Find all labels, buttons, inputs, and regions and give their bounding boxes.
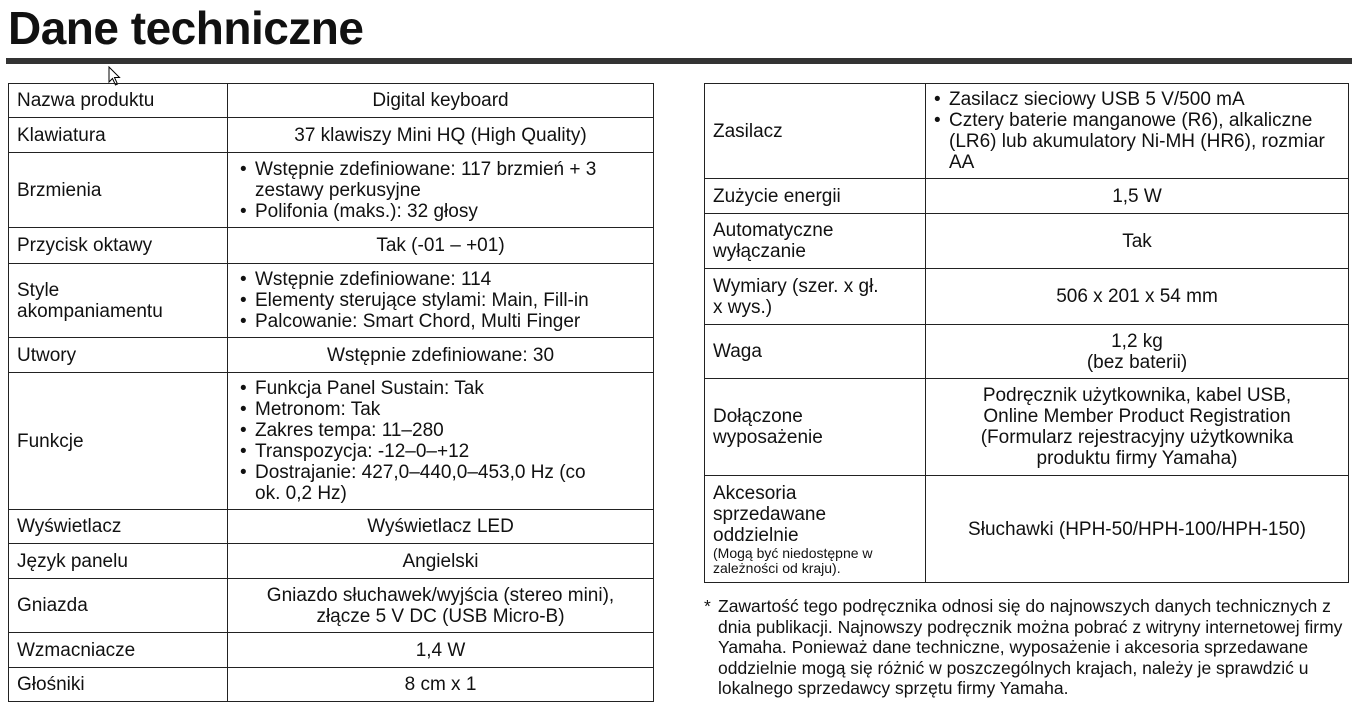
spec-value: 37 klawiszy Mini HQ (High Quality): [228, 118, 654, 153]
table-row: [705, 84, 1349, 179]
value-line: (Formularz rejestracyjny użytkownika: [980, 427, 1294, 448]
table-row: [705, 476, 1349, 583]
spec-label: [705, 269, 926, 325]
spec-label: [705, 379, 926, 476]
spec-value: Wstępnie zdefiniowane: 30: [228, 338, 654, 373]
list-item: • Wstępnie zdefiniowane: 117 brzmień + 3 zestawy perkusyjne: [240, 159, 635, 201]
value-line: Online Member Product Registration: [983, 406, 1291, 427]
spec-label-text: Akcesoria sprzedawane oddzielnie: [713, 482, 827, 546]
table-row: [9, 510, 654, 544]
spec-label: Język panelu: [9, 544, 228, 579]
table-row: [9, 84, 654, 118]
spec-label: Klawiatura: [9, 118, 228, 153]
table-row: [705, 379, 1349, 476]
table-row: [9, 373, 654, 510]
spec-label: Nazwa produktu: [9, 84, 228, 118]
table-row: [705, 214, 1349, 269]
value-line: 1,2 kg: [1111, 330, 1163, 352]
table-row: [9, 118, 654, 153]
value-line: Podręcznik użytkownika, kabel USB,: [982, 385, 1292, 406]
spec-value-list: [926, 84, 1349, 179]
spec-value: 8 cm x 1: [228, 668, 654, 702]
spec-value: 1,4 W: [228, 633, 654, 668]
table-row: [9, 668, 654, 702]
value-line: Gniazdo słuchawek/wyjścia (stereo mini),: [266, 584, 615, 606]
spec-label-text: Style akompaniamentu: [17, 279, 163, 322]
table-row: [9, 338, 654, 373]
title-rule: [6, 58, 1352, 64]
list-item: • Wstępnie zdefiniowane: 114: [240, 269, 645, 290]
spec-label-text: Automatyczne wyłączanie: [713, 220, 834, 262]
spec-value: Digital keyboard: [228, 84, 654, 118]
value-line: (bez baterii): [1086, 351, 1188, 373]
spec-value-list: [228, 153, 654, 228]
spec-label-text: Dołączone wyposażenie: [713, 406, 823, 448]
spec-value: Wyświetlacz LED: [228, 510, 654, 544]
list-item: • Elementy sterujące stylami: Main, Fill-in: [240, 290, 645, 311]
list-item: • Polifonia (maks.): 32 głosy: [240, 201, 645, 222]
footnote-text: Zawartość tego podręcznika odnosi się do najnowszych danych technicznych z dnia publikacji. Najnowszy podręcznik można pobrać z witryny internetowej firmy Yamaha. Ponieważ dane techniczne, wyposażenie i akcesoria sprzedawane oddzielnie mogą się różnić w poszczególnych krajach, należy je sprawdzić u lokalnego sprzedawcy sprzętu firmy Yamaha.: [718, 596, 1343, 698]
spec-label: Zasilacz: [705, 84, 926, 179]
spec-value: [926, 325, 1349, 379]
spec-label: Głośniki: [9, 668, 228, 702]
value-line: złącze 5 V DC (USB Micro-B): [316, 605, 565, 627]
spec-value: Słuchawki (HPH-50/HPH-100/HPH-150): [926, 476, 1349, 583]
footnote-asterisk: *: [704, 596, 711, 616]
list-item: • Cztery baterie manganowe (R6), alkaliczne (LR6) lub akumulatory Ni-MH (HR6), rozmiar AA: [934, 110, 1334, 173]
list-item: • Metronom: Tak: [240, 399, 645, 420]
page-title: Dane techniczne: [8, 2, 364, 54]
spec-value-list: [228, 373, 654, 510]
value-line: produktu firmy Yamaha): [1036, 448, 1238, 469]
spec-label: [705, 214, 926, 269]
spec-value: Tak (-01 – +01): [228, 228, 654, 264]
list-item: • Zasilacz sieciowy USB 5 V/500 mA: [934, 89, 1340, 110]
spec-value: 1,5 W: [926, 179, 1349, 214]
spec-label: Gniazda: [9, 579, 228, 633]
spec-label: [705, 476, 926, 583]
list-item: • Transpozycja: -12–0–+12: [240, 441, 645, 462]
spec-label: Zużycie energii: [705, 179, 926, 214]
spec-value: Angielski: [228, 544, 654, 579]
table-row: [705, 269, 1349, 325]
table-row: [705, 325, 1349, 379]
spec-value: 506 x 201 x 54 mm: [926, 269, 1349, 325]
table-row: [9, 153, 654, 228]
spec-value: [926, 379, 1349, 476]
list-item: • Funkcja Panel Sustain: Tak: [240, 378, 645, 399]
table-row: [9, 579, 654, 633]
table-row: [9, 633, 654, 668]
spec-value: [228, 579, 654, 633]
table-row: [9, 264, 654, 338]
spec-label: Utwory: [9, 338, 228, 373]
spec-table-right: [704, 83, 1349, 583]
spec-label-note: (Mogą być niedostępne w zależności od kraju).: [713, 544, 873, 576]
table-row: [705, 179, 1349, 214]
list-item: • Zakres tempa: 11–280: [240, 420, 645, 441]
spec-label: Wzmacniacze: [9, 633, 228, 668]
table-row: [9, 544, 654, 579]
spec-label: Przycisk oktawy: [9, 228, 228, 264]
spec-label: Waga: [705, 325, 926, 379]
spec-value-list: [228, 264, 654, 338]
list-item: • Palcowanie: Smart Chord, Multi Finger: [240, 311, 645, 332]
spec-label: Wyświetlacz: [9, 510, 228, 544]
list-item: • Dostrajanie: 427,0–440,0–453,0 Hz (co ok. 0,2 Hz): [240, 462, 615, 504]
spec-label: Funkcje: [9, 373, 228, 510]
table-row: [9, 228, 654, 264]
spec-value: Tak: [926, 214, 1349, 269]
footnote: [704, 596, 1352, 699]
spec-label: [9, 264, 228, 338]
spec-label-text: Wymiary (szer. x gł. x wys.): [713, 275, 879, 318]
spec-table-left: [8, 83, 654, 702]
spec-label: Brzmienia: [9, 153, 228, 228]
